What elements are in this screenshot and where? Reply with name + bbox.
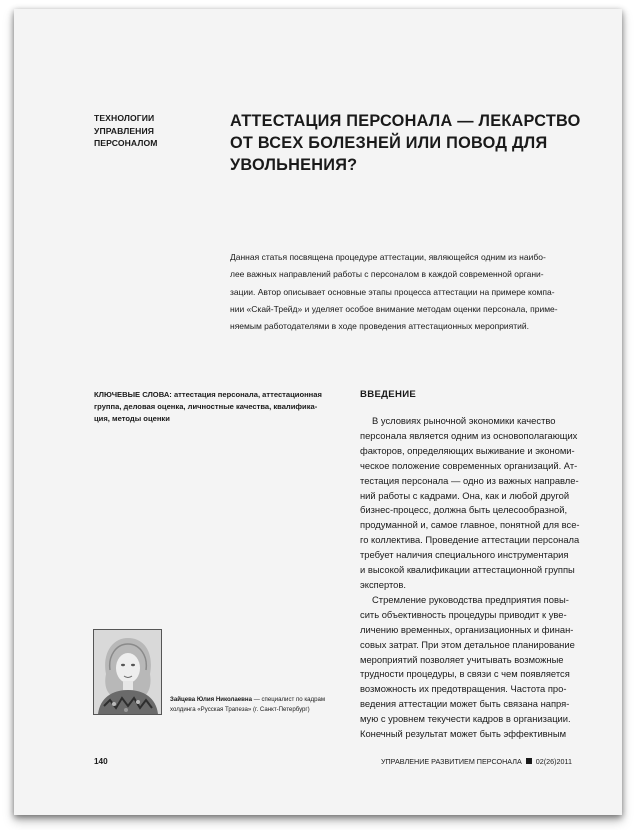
author-portrait-image [94, 630, 161, 714]
keywords-line: ция, методы оценки [94, 413, 170, 423]
body-line: В условиях рыночной экономики качество [372, 415, 556, 426]
body-line: Стремление руководства предприятия повы- [372, 593, 569, 605]
keywords-block [94, 389, 334, 424]
body-line: продуманной и, самое главное, понятной для все- [360, 519, 580, 531]
rubric-line: ТЕХНОЛОГИИ [94, 113, 155, 123]
body-line: возможность их предотвращения. Частота про- [360, 683, 567, 695]
body-line: ведения аттестации может быть связана напря- [360, 698, 570, 710]
body-line: ний работы с кадрами. Она, как и любой другой [360, 489, 570, 501]
abstract-line: лее важных направлений работы с персоналом в каждой современной органи- [230, 269, 544, 280]
author-photo [93, 629, 162, 715]
body-line: бизнес-процесс, должна быть целесообразной, [360, 504, 568, 516]
caption-line: холдинга «Русская Трапеза» (г. Санкт-Петербург) [170, 705, 310, 713]
rubric-line: УПРАВЛЕНИЯ [94, 125, 155, 136]
author-name: Зайцева Юлия Николаевна [170, 696, 252, 703]
title-line: АТТЕСТАЦИЯ ПЕРСОНАЛА — ЛЕКАРСТВО [230, 112, 581, 130]
title-line: ОТ ВСЕХ БОЛЕЗНЕЙ ИЛИ ПОВОД ДЛЯ [230, 134, 548, 152]
rubric-line: ПЕРСОНАЛОМ [94, 138, 158, 148]
body-text [360, 414, 610, 742]
section-rubric [94, 112, 204, 150]
body-line: трудности процедуры, в связи с чем появляется [360, 668, 570, 680]
body-line: личению временных, организационных и финан- [360, 623, 574, 635]
author-caption [170, 695, 350, 714]
keywords-line: группа, деловая оценка, личностные качества, квалифика- [94, 401, 318, 411]
body-line: Конечный результат может быть эффективным [360, 728, 567, 740]
body-line: сить объективность процедуры приводит к уве- [360, 608, 567, 620]
caption-line [170, 695, 350, 705]
author-role: — специалист по кадрам [252, 696, 326, 703]
page-number: 140 [94, 757, 108, 766]
article-title [230, 110, 590, 176]
article-abstract [230, 249, 610, 335]
body-line: персонала является одним из основополагающих [360, 429, 578, 441]
body-line: го коллектива. Проведение аттестации персонала [360, 534, 580, 546]
body-line: факторов, определяющих выживание и экономи- [360, 444, 575, 456]
abstract-line: нии «Скай-Трейд» и уделяет особое внимание методам оценки персонала, приме- [230, 303, 558, 314]
body-line: ческое положение современных организаций. Ат- [360, 459, 578, 471]
square-bullet-icon [526, 758, 532, 764]
body-line: мую с уровнем текучести кадров в организации. [360, 713, 571, 725]
issue-number: 02(26)2011 [535, 757, 572, 766]
title-line: УВОЛЬНЕНИЯ? [230, 156, 358, 174]
body-line: экспертов. [360, 578, 406, 590]
journal-name: УПРАВЛЕНИЕ РАЗВИТИЕМ ПЕРСОНАЛА [380, 757, 522, 766]
section-heading: ВВЕДЕНИЕ [360, 389, 417, 400]
keywords-line: КЛЮЧЕВЫЕ СЛОВА: аттестация персонала, аттестационная [94, 390, 322, 399]
body-line: тестация персонала — одно из важных направле- [360, 474, 579, 486]
running-footer [381, 757, 572, 766]
body-line: требует наличия специального инструментария [360, 549, 569, 561]
abstract-line: няемым работодателями в ходе проведения аттестационных мероприятий. [230, 321, 530, 332]
abstract-line: зации. Автор описывает основные этапы процесса аттестации на примере компа- [230, 286, 555, 297]
body-line: мероприятий позволяет учитывать возможные [360, 653, 564, 665]
body-line: совых затрат. При этом детальное планирование [360, 638, 575, 650]
journal-page [14, 9, 622, 815]
body-line: и высокой квалификации аттестационной группы [360, 564, 575, 576]
abstract-line: Данная статья посвящена процедуре аттестации, являющейся одним из наибо- [230, 252, 546, 262]
